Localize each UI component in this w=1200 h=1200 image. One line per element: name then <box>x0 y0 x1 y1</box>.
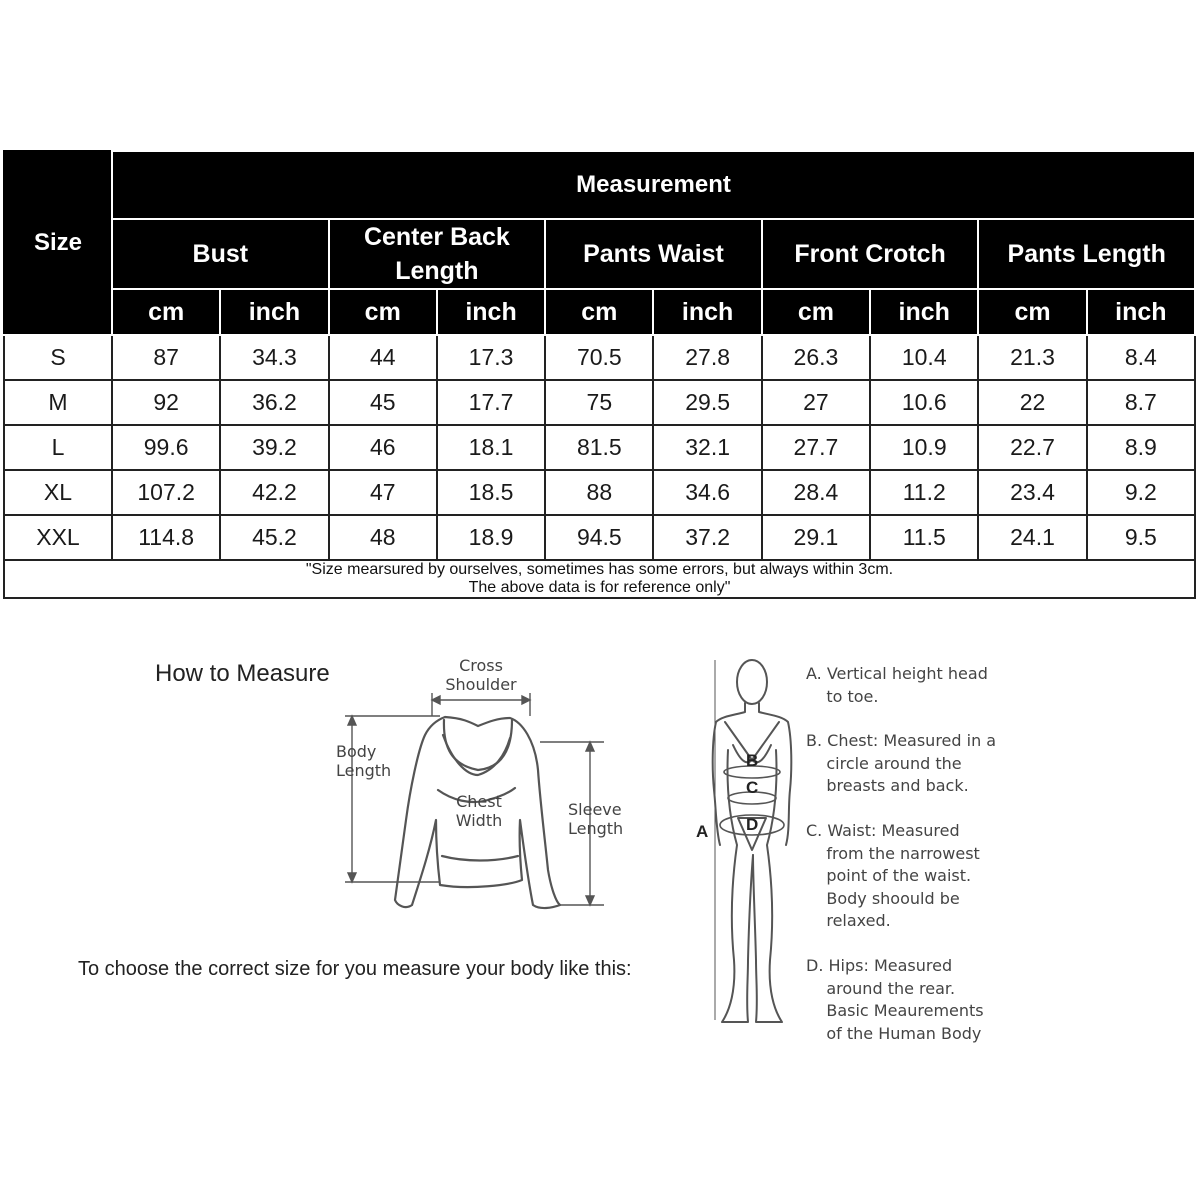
measurement-header: Measurement <box>112 151 1195 219</box>
how-to-measure-title: How to Measure <box>155 660 330 687</box>
body-length-label: Body Length <box>336 742 392 780</box>
table-cell: 45 <box>329 380 437 425</box>
table-cell: 10.6 <box>870 380 978 425</box>
table-cell: 32.1 <box>653 425 761 470</box>
unit-inch-header: inch <box>220 289 328 335</box>
table-cell: 21.3 <box>978 335 1086 380</box>
front-crotch-header: Front Crotch <box>762 219 979 289</box>
table-cell: 17.3 <box>437 335 545 380</box>
table-cell: 70.5 <box>545 335 653 380</box>
letter-c-label: C <box>746 778 759 797</box>
table-cell: 48 <box>329 515 437 560</box>
table-cell: 47 <box>329 470 437 515</box>
table-body <box>4 335 1195 560</box>
table-row <box>4 515 1195 560</box>
size-cell: XL <box>4 470 112 515</box>
table-cell: 8.7 <box>1087 380 1195 425</box>
table-cell: 29.5 <box>653 380 761 425</box>
measure-instruction: To choose the correct size for you measure your body like this: <box>78 958 632 980</box>
table-cell: 26.3 <box>762 335 870 380</box>
chest-width-label: Chest Width <box>455 792 503 830</box>
table-cell: 42.2 <box>220 470 328 515</box>
table-cell: 36.2 <box>220 380 328 425</box>
table-cell: 37.2 <box>653 515 761 560</box>
size-chart-table <box>3 150 1196 599</box>
note-line-2: The above data is for reference only" <box>468 579 731 596</box>
table-cell: 88 <box>545 470 653 515</box>
table-cell: 8.4 <box>1087 335 1195 380</box>
sleeve-length-label: Sleeve Length <box>568 800 624 838</box>
table-cell: 107.2 <box>112 470 220 515</box>
table-row <box>4 425 1195 470</box>
unit-cm-header: cm <box>978 289 1086 335</box>
table-cell: 81.5 <box>545 425 653 470</box>
size-cell: XXL <box>4 515 112 560</box>
center-back-length-header: Center Back Length <box>329 219 546 289</box>
size-cell: M <box>4 380 112 425</box>
unit-cm-header: cm <box>762 289 870 335</box>
unit-inch-header: inch <box>437 289 545 335</box>
table-cell: 34.6 <box>653 470 761 515</box>
bust-header: Bust <box>112 219 329 289</box>
table-cell: 27.7 <box>762 425 870 470</box>
table-cell: 99.6 <box>112 425 220 470</box>
table-cell: 24.1 <box>978 515 1086 560</box>
table-cell: 44 <box>329 335 437 380</box>
note-line-1: "Size mearsured by ourselves, sometimes has some errors, but always within 3cm. <box>305 561 894 578</box>
table-cell: 27.8 <box>653 335 761 380</box>
table-cell: 9.5 <box>1087 515 1195 560</box>
unit-cm-header: cm <box>329 289 437 335</box>
table-row <box>4 380 1195 425</box>
table-cell: 23.4 <box>978 470 1086 515</box>
size-header: Size <box>4 151 112 335</box>
cross-shoulder-label: Cross Shoulder <box>445 656 517 694</box>
legend-item-c: C. Waist: Measured from the narrowest point of the waist. Body shoould be relaxed. <box>806 820 980 931</box>
table-cell: 10.4 <box>870 335 978 380</box>
unit-inch-header: inch <box>1087 289 1195 335</box>
table-cell: 28.4 <box>762 470 870 515</box>
size-cell: S <box>4 335 112 380</box>
table-cell: 22.7 <box>978 425 1086 470</box>
table-row <box>4 335 1195 380</box>
table-row <box>4 470 1195 515</box>
table-cell: 94.5 <box>545 515 653 560</box>
table-cell: 9.2 <box>1087 470 1195 515</box>
legend-item-a: A. Vertical height head to toe. <box>806 664 988 706</box>
table-cell: 11.5 <box>870 515 978 560</box>
body-figure <box>713 660 792 1022</box>
pants-waist-header: Pants Waist <box>545 219 762 289</box>
letter-d-label: D <box>746 815 759 834</box>
letter-b-label: B <box>746 751 759 770</box>
table-cell: 45.2 <box>220 515 328 560</box>
unit-cm-header: cm <box>545 289 653 335</box>
unit-inch-header: inch <box>870 289 978 335</box>
table-cell: 92 <box>112 380 220 425</box>
table-cell: 29.1 <box>762 515 870 560</box>
table-cell: 10.9 <box>870 425 978 470</box>
table-cell: 39.2 <box>220 425 328 470</box>
table-cell: 22 <box>978 380 1086 425</box>
table-cell: 114.8 <box>112 515 220 560</box>
size-cell: L <box>4 425 112 470</box>
letter-a-label: A <box>696 822 709 841</box>
table-cell: 17.7 <box>437 380 545 425</box>
table-cell: 34.3 <box>220 335 328 380</box>
body-measure-rings <box>715 660 784 1020</box>
table-cell: 27 <box>762 380 870 425</box>
body-legend <box>806 663 996 1045</box>
pants-length-header: Pants Length <box>978 219 1195 289</box>
legend-item-b: B. Chest: Measured in a circle around the breasts and back. <box>806 731 997 796</box>
table-cell: 46 <box>329 425 437 470</box>
table-note <box>4 560 1195 598</box>
table-cell: 18.5 <box>437 470 545 515</box>
table-cell: 18.1 <box>437 425 545 470</box>
table-cell: 75 <box>545 380 653 425</box>
legend-item-d: D. Hips: Measured around the rear. Basic Meaurements of the Human Body <box>806 955 984 1043</box>
table-cell: 11.2 <box>870 470 978 515</box>
table-cell: 87 <box>112 335 220 380</box>
table-cell: 8.9 <box>1087 425 1195 470</box>
unit-cm-header: cm <box>112 289 220 335</box>
unit-inch-header: inch <box>653 289 761 335</box>
table-cell: 18.9 <box>437 515 545 560</box>
